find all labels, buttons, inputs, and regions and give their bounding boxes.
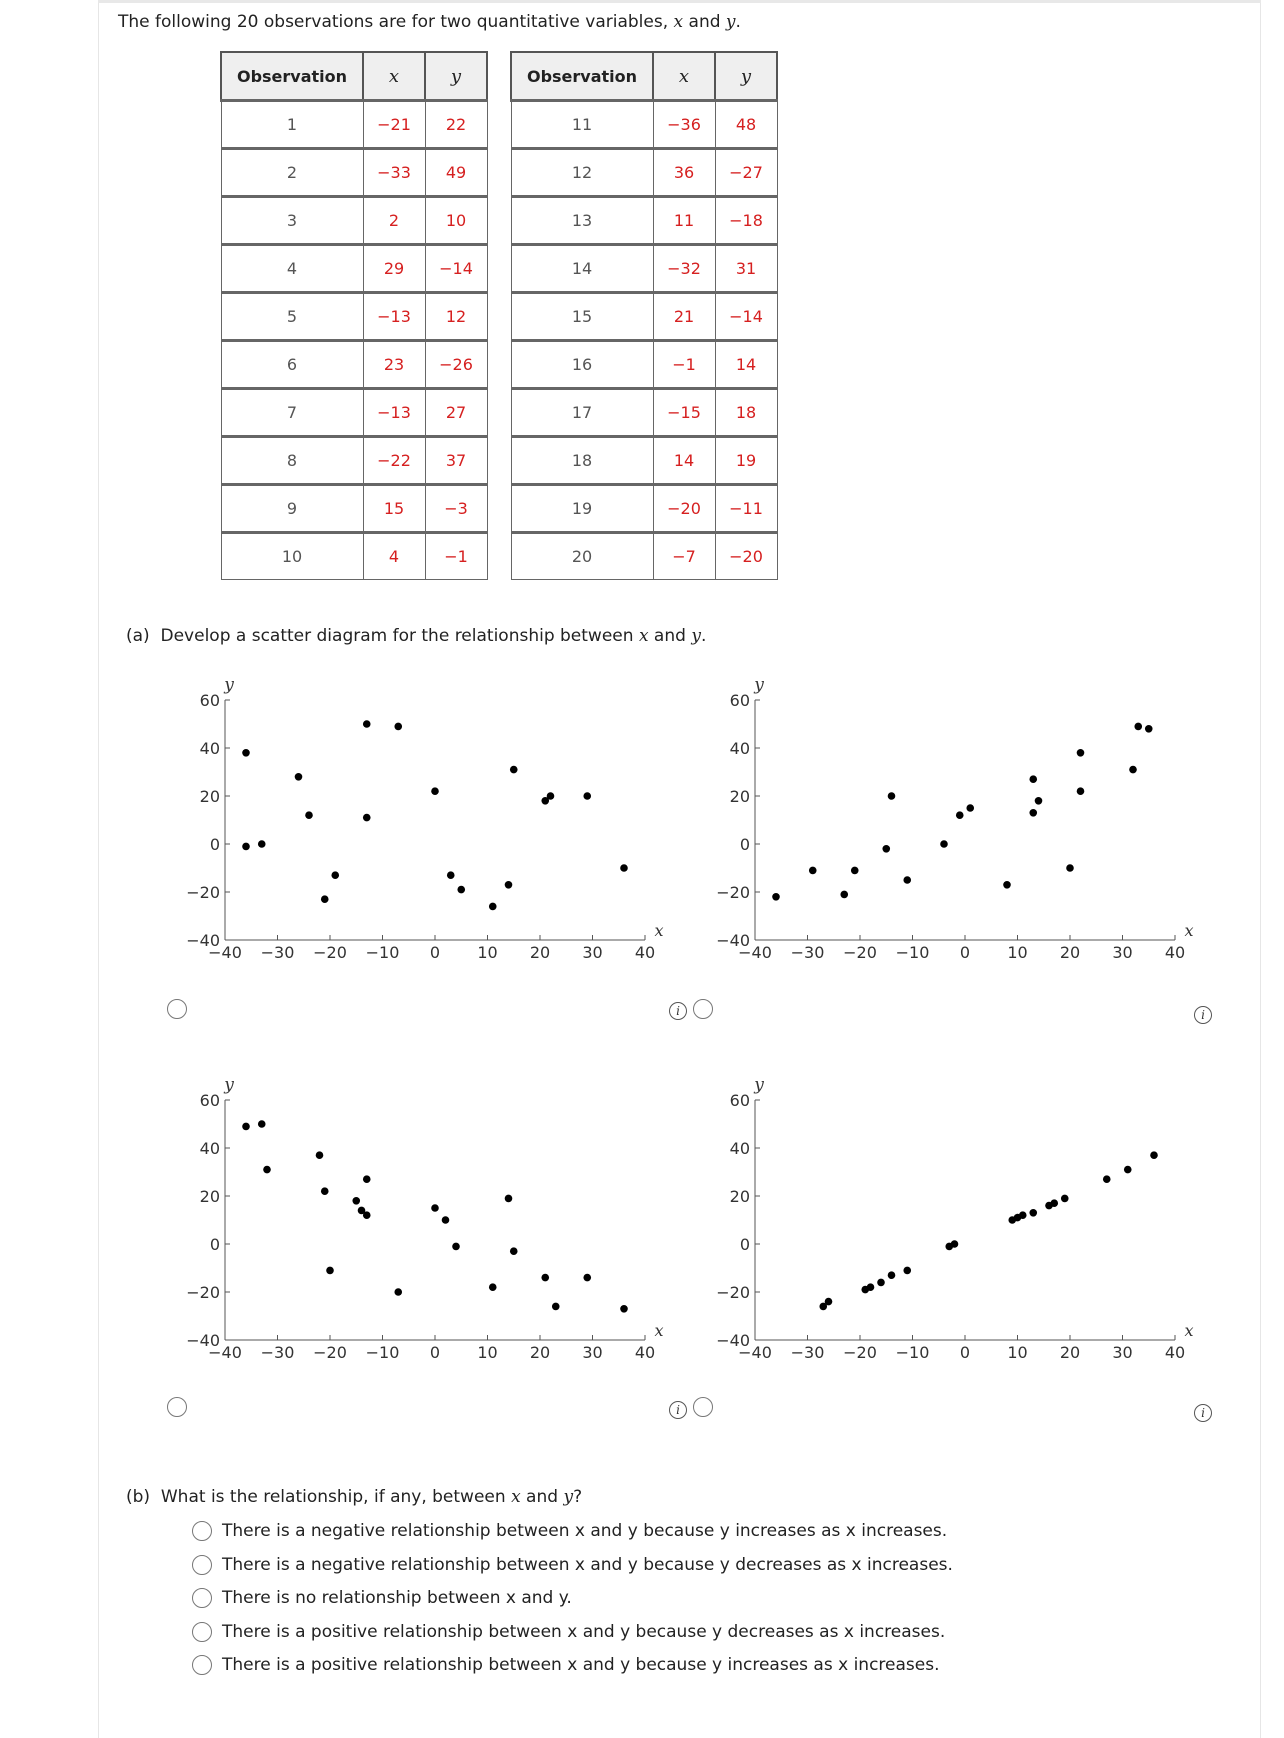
- x-tick-label: 10: [477, 1343, 498, 1362]
- data-point: [242, 1123, 250, 1131]
- y-tick-label: −20: [716, 1283, 750, 1302]
- x-value-cell: 21: [653, 293, 715, 341]
- table-row: [511, 341, 777, 389]
- chart-a-info-icon[interactable]: i: [669, 1002, 687, 1020]
- x-value-cell: −13: [363, 293, 425, 341]
- observation-cell: 1: [221, 101, 363, 149]
- y-value-cell: 48: [715, 101, 777, 149]
- data-point: [510, 1247, 518, 1255]
- data-point: [620, 1305, 628, 1313]
- data-point: [1129, 766, 1137, 774]
- y-value-cell: −14: [425, 245, 487, 293]
- y-tick-label: 40: [199, 739, 220, 758]
- x-tick-label: 20: [1059, 1343, 1081, 1362]
- observation-cell: 19: [511, 485, 653, 533]
- chart-b-radio[interactable]: [693, 999, 713, 1019]
- y-value-cell: 19: [715, 437, 777, 485]
- y-value-cell: 18: [715, 389, 777, 437]
- data-point: [352, 1197, 360, 1205]
- x-value-cell: −1: [653, 341, 715, 389]
- frame-line-right: [1260, 0, 1261, 1738]
- data-point: [1150, 1151, 1158, 1159]
- y-axis-label: y: [754, 675, 764, 695]
- answer-option-5[interactable]: There is a positive relationship between x and y because y increases as x increases.: [192, 1652, 940, 1678]
- chart-b-info-icon[interactable]: i: [1194, 1006, 1212, 1024]
- x-value-cell: 4: [363, 533, 425, 580]
- y-tick-label: 0: [209, 835, 220, 854]
- x-value-cell: 11: [653, 197, 715, 245]
- y-tick-label: −20: [186, 1283, 220, 1302]
- data-point: [1103, 1175, 1111, 1183]
- x-header: x: [653, 52, 715, 101]
- y-tick-label: 0: [739, 1235, 750, 1254]
- data-point: [1019, 1211, 1027, 1219]
- x-tick-label: 20: [1059, 943, 1081, 962]
- data-point: [1029, 775, 1037, 783]
- table-row: [221, 245, 487, 293]
- y-tick-label: −40: [186, 1331, 220, 1350]
- frame-line-top: [98, 0, 1261, 3]
- data-point: [1061, 1195, 1069, 1203]
- data-point: [363, 1211, 371, 1219]
- data-point: [321, 895, 329, 903]
- x-value-cell: 36: [653, 149, 715, 197]
- observation-cell: 2: [221, 149, 363, 197]
- table-row: [221, 197, 487, 245]
- x-tick-label: 10: [1007, 943, 1028, 962]
- observation-header: Observation: [511, 52, 653, 101]
- y-value-cell: 14: [715, 341, 777, 389]
- x-value-cell: −36: [653, 101, 715, 149]
- data-point: [326, 1267, 334, 1275]
- x-tick-label: −20: [313, 943, 347, 962]
- y-header: y: [715, 52, 777, 101]
- data-point: [1145, 725, 1153, 733]
- part-b-question: (b) What is the relationship, if any, between x and y?: [126, 1487, 583, 1507]
- x-tick-label: 40: [634, 943, 656, 962]
- y-value-cell: 12: [425, 293, 487, 341]
- x-tick-label: −10: [365, 1343, 400, 1362]
- y-value-cell: −14: [715, 293, 777, 341]
- data-point: [809, 867, 817, 875]
- answer-option-3[interactable]: There is no relationship between x and y.: [192, 1585, 572, 1611]
- x-axis-label: x: [1184, 921, 1194, 940]
- y-tick-label: 60: [199, 691, 220, 710]
- data-point: [505, 1195, 513, 1203]
- y-value-cell: −27: [715, 149, 777, 197]
- table-row: [221, 101, 487, 149]
- y-axis-label: y: [754, 1075, 764, 1095]
- x-tick-label: 40: [1164, 943, 1186, 962]
- table-row: [511, 533, 777, 580]
- x-tick-label: −20: [843, 943, 877, 962]
- observation-header: Observation: [221, 52, 363, 101]
- option-radio[interactable]: [192, 1622, 212, 1642]
- table-row: [221, 437, 487, 485]
- data-point: [1050, 1199, 1058, 1207]
- table-row: [511, 245, 777, 293]
- observation-table-left: [220, 51, 488, 580]
- x-value-cell: 23: [363, 341, 425, 389]
- data-point: [840, 891, 848, 899]
- data-point: [258, 840, 266, 848]
- data-point: [505, 881, 513, 889]
- x-value-cell: −20: [653, 485, 715, 533]
- x-tick-label: −40: [208, 943, 242, 962]
- y-tick-label: 40: [729, 1139, 750, 1158]
- x-tick-label: −20: [843, 1343, 877, 1362]
- y-tick-label: 60: [199, 1091, 220, 1110]
- y-tick-label: 40: [199, 1139, 220, 1158]
- scatter-chart-b: [715, 660, 1195, 980]
- data-point: [940, 840, 948, 848]
- observation-cell: 12: [511, 149, 653, 197]
- y-tick-label: 20: [199, 787, 220, 806]
- data-point: [888, 1271, 896, 1279]
- observation-cell: 8: [221, 437, 363, 485]
- y-axis-label: y: [224, 675, 234, 695]
- x-value-cell: −21: [363, 101, 425, 149]
- option-radio[interactable]: [192, 1588, 212, 1608]
- x-value-cell: 15: [363, 485, 425, 533]
- x-value-cell: −15: [653, 389, 715, 437]
- chart-a-radio[interactable]: [167, 999, 187, 1019]
- data-point: [867, 1283, 875, 1291]
- data-point: [583, 1274, 591, 1282]
- table-row: [221, 533, 487, 580]
- data-point: [1066, 864, 1074, 872]
- data-point: [547, 792, 555, 800]
- table-row: [511, 389, 777, 437]
- table-row: [511, 101, 777, 149]
- table-row: [511, 437, 777, 485]
- y-tick-label: 60: [729, 691, 750, 710]
- data-point: [510, 766, 518, 774]
- x-tick-label: 30: [1112, 943, 1133, 962]
- option-radio[interactable]: [192, 1521, 212, 1541]
- data-point: [1029, 809, 1037, 817]
- data-point: [951, 1240, 959, 1248]
- table-row: [221, 293, 487, 341]
- y-tick-label: 0: [739, 835, 750, 854]
- observation-cell: 10: [221, 533, 363, 580]
- table-row: [221, 149, 487, 197]
- data-point: [1077, 787, 1085, 795]
- x-tick-label: 0: [429, 943, 441, 962]
- data-point: [305, 811, 313, 819]
- observation-cell: 18: [511, 437, 653, 485]
- observation-cell: 13: [511, 197, 653, 245]
- scatter-chart-d: [715, 1060, 1195, 1380]
- data-point: [956, 811, 964, 819]
- y-tick-label: −40: [186, 931, 220, 950]
- y-value-cell: −18: [715, 197, 777, 245]
- observation-cell: 9: [221, 485, 363, 533]
- answer-option-4[interactable]: There is a positive relationship between x and y because y decreases as x increases.: [192, 1619, 945, 1645]
- data-point: [552, 1303, 560, 1311]
- data-point: [772, 893, 780, 901]
- part-a-question: (a) Develop a scatter diagram for the relationship between x and y.: [126, 626, 707, 646]
- data-point: [431, 787, 439, 795]
- x-tick-label: −10: [895, 1343, 930, 1362]
- table-row: [511, 197, 777, 245]
- data-point: [447, 871, 455, 879]
- x-tick-label: −10: [895, 943, 930, 962]
- x-value-cell: 29: [363, 245, 425, 293]
- data-point: [321, 1187, 329, 1195]
- data-point: [825, 1298, 833, 1306]
- data-point: [888, 792, 896, 800]
- observation-cell: 4: [221, 245, 363, 293]
- intro-text: The following 20 observations are for two quantitative variables, x and y.: [118, 12, 741, 32]
- y-tick-label: 20: [729, 787, 750, 806]
- data-point: [1029, 1209, 1037, 1217]
- y-tick-label: −20: [186, 883, 220, 902]
- x-tick-label: 20: [529, 943, 551, 962]
- data-point: [489, 903, 497, 911]
- data-point: [882, 845, 890, 853]
- x-axis-label: x: [654, 1321, 664, 1340]
- y-value-cell: 37: [425, 437, 487, 485]
- y-axis-label: y: [224, 1075, 234, 1095]
- x-tick-label: −30: [260, 943, 295, 962]
- data-point: [1003, 881, 1011, 889]
- x-tick-label: −10: [365, 943, 400, 962]
- observation-cell: 14: [511, 245, 653, 293]
- y-value-cell: −3: [425, 485, 487, 533]
- observation-cell: 5: [221, 293, 363, 341]
- data-point: [541, 1274, 549, 1282]
- chart-c-radio[interactable]: [167, 1397, 187, 1417]
- data-point: [242, 749, 250, 757]
- data-point: [966, 804, 974, 812]
- y-tick-label: 20: [729, 1187, 750, 1206]
- answer-option-1[interactable]: There is a negative relationship between x and y because y increases as x increases.: [192, 1518, 947, 1544]
- scatter-chart-a: [185, 660, 664, 980]
- x-value-cell: −7: [653, 533, 715, 580]
- table-row: [511, 293, 777, 341]
- data-point: [442, 1216, 450, 1224]
- data-point: [1134, 723, 1142, 731]
- option-radio[interactable]: [192, 1555, 212, 1575]
- y-tick-label: −40: [716, 1331, 750, 1350]
- data-point: [431, 1204, 439, 1212]
- observation-cell: 7: [221, 389, 363, 437]
- y-value-cell: 49: [425, 149, 487, 197]
- x-tick-label: −30: [260, 1343, 295, 1362]
- y-value-cell: 22: [425, 101, 487, 149]
- x-tick-label: 0: [429, 1343, 441, 1362]
- observation-cell: 20: [511, 533, 653, 580]
- x-tick-label: 30: [582, 943, 603, 962]
- table-row: [511, 485, 777, 533]
- table-row: [221, 389, 487, 437]
- observation-cell: 6: [221, 341, 363, 389]
- x-axis-label: x: [1184, 1321, 1194, 1340]
- x-tick-label: 40: [634, 1343, 656, 1362]
- answer-option-2[interactable]: There is a negative relationship between x and y because y decreases as x increases.: [192, 1552, 953, 1578]
- x-tick-label: 30: [582, 1343, 603, 1362]
- x-tick-label: 30: [1112, 1343, 1133, 1362]
- x-tick-label: 20: [529, 1343, 551, 1362]
- x-tick-label: −30: [790, 943, 825, 962]
- data-point: [620, 864, 628, 872]
- y-tick-label: −40: [716, 931, 750, 950]
- y-value-cell: −1: [425, 533, 487, 580]
- y-value-cell: −11: [715, 485, 777, 533]
- x-value-cell: −32: [653, 245, 715, 293]
- data-point: [316, 1151, 324, 1159]
- y-value-cell: 10: [425, 197, 487, 245]
- observation-table-right: [510, 51, 778, 580]
- x-tick-label: −40: [738, 943, 772, 962]
- data-point: [394, 723, 402, 731]
- chart-d-info-icon[interactable]: i: [1194, 1404, 1212, 1422]
- y-tick-label: 20: [199, 1187, 220, 1206]
- observation-cell: 11: [511, 101, 653, 149]
- data-point: [363, 720, 371, 728]
- data-point: [263, 1166, 271, 1174]
- data-point: [452, 1243, 460, 1251]
- table-row: [511, 149, 777, 197]
- observation-cell: 16: [511, 341, 653, 389]
- x-axis-label: x: [654, 921, 664, 940]
- data-point: [457, 886, 465, 894]
- data-point: [489, 1283, 497, 1291]
- x-tick-label: −30: [790, 1343, 825, 1362]
- data-point: [331, 871, 339, 879]
- table-row: [221, 485, 487, 533]
- y-value-cell: −26: [425, 341, 487, 389]
- y-value-cell: 31: [715, 245, 777, 293]
- y-value-cell: 27: [425, 389, 487, 437]
- x-tick-label: 0: [959, 943, 971, 962]
- data-point: [583, 792, 591, 800]
- data-point: [363, 1175, 371, 1183]
- frame-line-left: [98, 0, 99, 1738]
- x-tick-label: −40: [208, 1343, 242, 1362]
- data-point: [903, 1267, 911, 1275]
- observation-cell: 17: [511, 389, 653, 437]
- x-value-cell: −22: [363, 437, 425, 485]
- x-tick-label: 10: [477, 943, 498, 962]
- data-point: [1124, 1166, 1132, 1174]
- y-tick-label: 60: [729, 1091, 750, 1110]
- data-point: [363, 814, 371, 822]
- data-point: [394, 1288, 402, 1296]
- y-tick-label: 40: [729, 739, 750, 758]
- data-point: [258, 1120, 266, 1128]
- y-tick-label: 0: [209, 1235, 220, 1254]
- data-point: [903, 876, 911, 884]
- scatter-chart-c: [185, 1060, 664, 1380]
- x-tick-label: 0: [959, 1343, 971, 1362]
- table-row: [221, 341, 487, 389]
- x-value-cell: 2: [363, 197, 425, 245]
- option-radio[interactable]: [192, 1655, 212, 1675]
- x-tick-label: 10: [1007, 1343, 1028, 1362]
- data-point: [295, 773, 303, 781]
- chart-d-radio[interactable]: [693, 1397, 713, 1417]
- y-value-cell: −20: [715, 533, 777, 580]
- y-tick-label: −20: [716, 883, 750, 902]
- x-value-cell: −33: [363, 149, 425, 197]
- x-header: x: [363, 52, 425, 101]
- x-tick-label: 40: [1164, 1343, 1186, 1362]
- x-tick-label: −20: [313, 1343, 347, 1362]
- data-point: [1035, 797, 1043, 805]
- y-header: y: [425, 52, 487, 101]
- observation-cell: 3: [221, 197, 363, 245]
- data-point: [1077, 749, 1085, 757]
- data-point: [851, 867, 859, 875]
- x-value-cell: 14: [653, 437, 715, 485]
- data-point: [242, 843, 250, 851]
- data-point: [877, 1279, 885, 1287]
- x-value-cell: −13: [363, 389, 425, 437]
- x-tick-label: −40: [738, 1343, 772, 1362]
- chart-c-info-icon[interactable]: i: [669, 1401, 687, 1419]
- observation-cell: 15: [511, 293, 653, 341]
